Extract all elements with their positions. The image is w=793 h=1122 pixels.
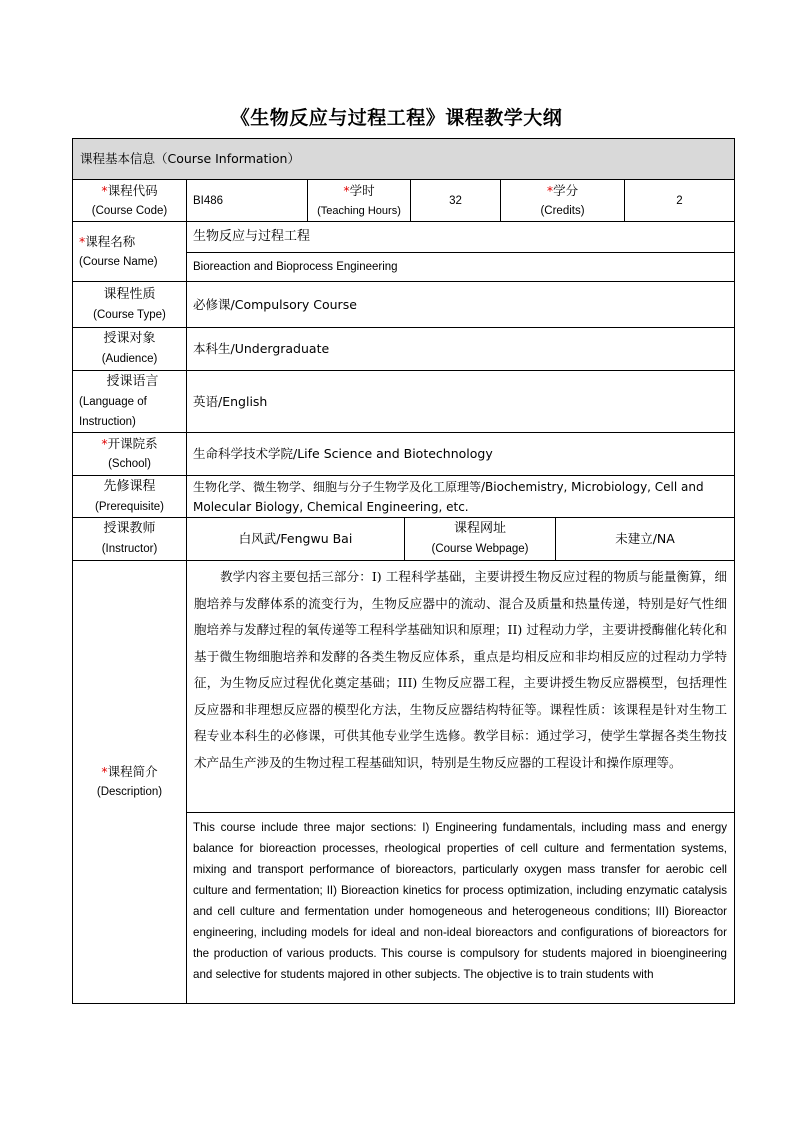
section-header-text: 课程基本信息（Course Information） (80, 151, 300, 166)
credits-label-en: (Credits) (540, 204, 585, 217)
instructor-label-zh: 授课教师 (103, 521, 156, 536)
school-label-zh: 开课院系 (107, 436, 158, 451)
school-label-en: (School) (108, 458, 151, 470)
course-name-zh-cell (186, 221, 735, 253)
webpage-label-zh: 课程网址 (453, 521, 506, 536)
language-label-en-2: Instruction) (79, 416, 136, 428)
required-mark: * (101, 436, 108, 451)
prerequisite-text: 生物化学、微生物学、细胞与分子生物学及化工原理等/Biochemistry, Microbiology, Cell and Molecular Biology, Chemical Engineering, etc. (193, 479, 704, 514)
course-type-label (72, 281, 187, 328)
language-label-en-1: (Language of (79, 396, 147, 408)
prerequisite-label-zh: 先修课程 (103, 478, 156, 494)
course-type-label-en: (Course Type) (93, 308, 166, 321)
school-value (186, 432, 735, 476)
audience-text: 本科生/Undergraduate (193, 341, 330, 356)
instructor-label (72, 517, 187, 561)
course-code-label-en: (Course Code) (91, 204, 168, 217)
course-name-label-zh: 课程名称 (85, 233, 136, 249)
required-mark: * (79, 233, 86, 249)
course-code-value (186, 179, 308, 222)
webpage-text: 未建立/NA (615, 531, 675, 546)
course-name-en-cell (186, 252, 735, 282)
document-title: 《生物反应与过程工程》课程教学大纲 (230, 107, 563, 129)
course-type-value (186, 281, 735, 328)
audience-value (186, 327, 735, 371)
prerequisite-label (72, 475, 187, 518)
description-zh-cell (186, 560, 735, 813)
webpage-label-en: (Course Webpage) (431, 543, 529, 555)
description-zh: 教学内容主要包括三部分：I) 工程科学基础，主要讲授生物反应过程的物质与能量衡算，细胞培养与发酵体系的流变行为，生物反应器中的流动、混合及质量和热量传递，特别是好气性细胞培养与发酵过程的氧传递等工程科学基础知识和原理；II) 过程动力学，主要讲授酶催化转化和基于微生物细胞培养和发酵的各类生物反应体系，重点是均相反应和非均相反应的过程动力学特征，为生物反应过程优化奠定基础；III) 生物反应器工程，主要讲授生物反应器模型，包括理性反应器和非理想反应器的模型化方法，生物反应器结构特征等。课程性质：该课程是针对生物工程专业本科生的必修课，可供其他专业学生选修。教学目标：通过学习，使学生掌握各类生物技术产品生产涉及的生物过程工程基础知识，特别是生物反应器的工程设计和操作原理等。 (194, 569, 727, 770)
credits-value (624, 179, 735, 222)
credits-label-zh: 学分 (553, 182, 579, 198)
description-zh-paragraph (187, 561, 734, 776)
course-name-zh: 生物反应与过程工程 (193, 229, 311, 244)
language-label-zh: 授课语言 (106, 374, 159, 389)
teaching-hours-label-en: (Teaching Hours) (317, 204, 401, 217)
course-type-text: 必修课/Compulsory Course (193, 296, 357, 312)
instructor-label-en: (Instructor) (101, 543, 158, 555)
teaching-hours-text: 32 (449, 194, 462, 207)
teaching-hours-label-zh: 学时 (349, 182, 375, 198)
webpage-label (404, 517, 556, 561)
instructor-value (186, 517, 405, 561)
required-mark: * (101, 182, 108, 198)
instructor-text: 白风武/Fengwu Bai (238, 531, 353, 546)
course-name-label-en: (Course Name) (79, 255, 158, 268)
description-label (72, 560, 187, 1004)
credits-label (500, 179, 625, 222)
section-header (72, 138, 735, 180)
audience-label-en: (Audience) (101, 353, 158, 365)
description-label-zh: 课程简介 (107, 764, 158, 779)
course-type-label-zh: 课程性质 (103, 286, 156, 302)
teaching-hours-label (307, 179, 411, 222)
audience-label-zh: 授课对象 (103, 331, 156, 346)
course-code-label (72, 179, 187, 222)
credits-text: 2 (676, 194, 683, 207)
teaching-hours-value (410, 179, 501, 222)
prerequisite-value (186, 475, 735, 518)
required-mark: * (343, 182, 350, 198)
required-mark: * (546, 182, 554, 198)
description-en-cell (186, 812, 735, 1004)
school-label (72, 432, 187, 476)
language-text: 英语/English (193, 393, 268, 409)
description-label-en: (Description) (96, 786, 163, 798)
course-code-text: BI486 (193, 194, 224, 207)
language-value (186, 370, 735, 433)
course-name-label (72, 221, 187, 282)
required-mark: * (101, 764, 108, 779)
course-code-label-zh: 课程代码 (107, 182, 158, 198)
webpage-value (555, 517, 735, 561)
description-en: This course include three major sections: I) Engineering fundamentals, including mass and energy balance for bioreaction processes, rheological properties of cell culture and fermentation systems, mixing and transport performance of bioreactors, particularly oxygen mass transfer for aerobic cell culture and fermentation; II) Bioreaction kinetics for process optimization, including enzymatic catalysis and cell culture and fermentation under homogeneous and heterogeneous conditions; III) Bioreactor engineering, including models for ideal and non-ideal bioreactors and configurations of bioreactors for the production of various products. This course is compulsory for students majored in bioengineering and selective for students majored in other subjects. The objective is to train students with (193, 821, 727, 981)
language-label (72, 370, 187, 433)
prerequisite-label-en: (Prerequisite) (94, 500, 165, 513)
audience-label (72, 327, 187, 371)
course-name-en: Bioreaction and Bioprocess Engineering (193, 261, 398, 273)
school-text: 生命科学技术学院/Life Science and Biotechnology (193, 446, 493, 461)
